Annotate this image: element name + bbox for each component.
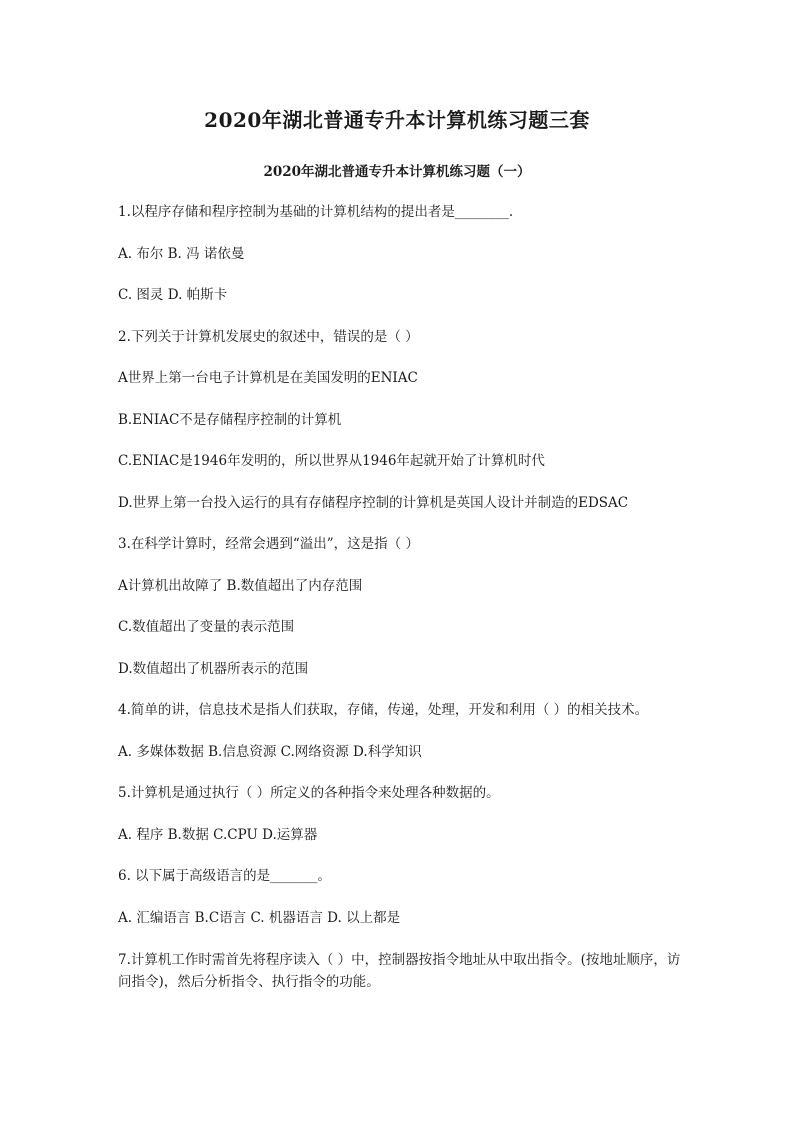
question-4: 4.简单的讲，信息技术是指人们获取，存储，传递，处理，开发和利用（ ）的相关技术。 bbox=[118, 702, 649, 718]
question-6: 6. 以下属于高级语言的是_______。 bbox=[118, 868, 331, 884]
document-subtitle: 2020年湖北普通专升本计算机练习题（一） bbox=[263, 164, 531, 180]
question-3: 3.在科学计算时，经常会遇到“溢出”，这是指（ ） bbox=[118, 536, 419, 552]
question-2-option-d: D.世界上第一台投入运行的具有存储程序控制的计算机是英国人设计并制造的EDSAC bbox=[118, 494, 629, 511]
question-2-option-c: C.ENIAC是1946年发明的，所以世界从1946年起就开始了计算机时代 bbox=[118, 453, 545, 469]
document-body bbox=[118, 202, 688, 993]
question-5-options: A. 程序 B.数据 C.CPU D.运算器 bbox=[118, 826, 318, 843]
question-4-options: A. 多媒体数据 B.信息资源 C.网络资源 D.科学知识 bbox=[118, 743, 422, 760]
document-title: 2020年湖北普通专升本计算机练习题三套 bbox=[204, 108, 590, 132]
question-5: 5.计算机是通过执行（ ）所定义的各种指令来处理各种数据的。 bbox=[118, 785, 500, 801]
question-3-options-ab: A计算机出故障了 B.数值超出了内存范围 bbox=[118, 577, 363, 594]
question-3-option-c: C.数值超出了变量的表示范围 bbox=[118, 619, 295, 635]
question-1-options-cd: C. 图灵 D. 帕斯卡 bbox=[118, 287, 228, 303]
question-3-option-d: D.数值超出了机器所表示的范围 bbox=[118, 660, 309, 677]
question-2-option-a: A世界上第一台电子计算机是在美国发明的ENIAC bbox=[118, 370, 418, 386]
question-2-option-b: B.ENIAC不是存储程序控制的计算机 bbox=[118, 411, 342, 428]
question-1: 1.以程序存储和程序控制为基础的计算机结构的提出者是________. bbox=[118, 204, 514, 220]
question-7: 7.计算机工作时需首先将程序读入（ ）中，控制器按指令地址从中取出指令。(按地址顺序，访问指令)，然后分析指令、执行指令的功能。 bbox=[118, 952, 681, 990]
question-6-options: A. 汇编语言 B.C语言 C. 机器语言 D. 以上都是 bbox=[118, 909, 401, 926]
question-2: 2.下列关于计算机发展史的叙述中，错误的是（ ） bbox=[118, 328, 419, 345]
question-1-options-ab: A. 布尔 B. 冯 诺依曼 bbox=[118, 245, 245, 262]
